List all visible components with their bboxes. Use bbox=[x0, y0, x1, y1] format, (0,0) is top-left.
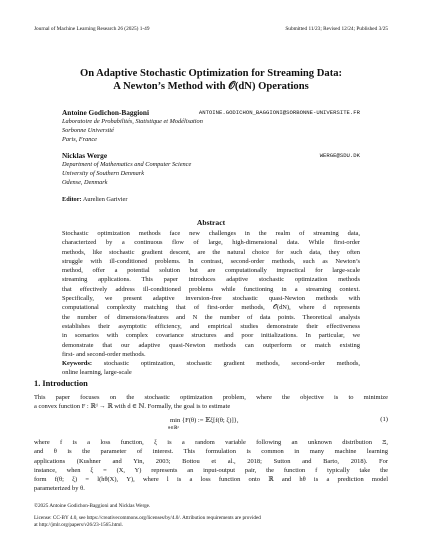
paragraph-line: form f(θ; ξ) = l(hθ(X), Y), where l is a loss function onto ℝ and hθ is a prediction model bbox=[34, 476, 388, 484]
abstract-line: first- and second-order methods. bbox=[62, 350, 146, 358]
author-affiliation: Department of Mathematics and Computer Science bbox=[62, 161, 192, 168]
paragraph-line: This paper focuses on the stochastic optimization problem, where the objective is to minimize bbox=[34, 394, 388, 401]
author-email: WERGE@SDU.DK bbox=[319, 152, 360, 159]
abstract-line: in scenarios with complex covariance structures and poor initializations. In particular, we bbox=[62, 332, 360, 340]
author-affiliation: Paris, France bbox=[62, 136, 97, 143]
abstract-line: the number of dimensions/features and N the number of data points. Theoretical analysis bbox=[62, 313, 360, 321]
editor-name: Aurelien Garivier bbox=[82, 196, 128, 203]
section-paragraph bbox=[34, 393, 388, 412]
abstract-line: demonstrate that our adaptive quasi-Newton methods can outperform or match existing bbox=[62, 341, 360, 349]
author-name: Nicklas Werge bbox=[62, 151, 108, 160]
abstract-line: establishes their asymptotic efficiency, and empirical studies demonstrate their effectiveness bbox=[62, 322, 360, 330]
author-affiliation: Sorbonne Université bbox=[62, 127, 114, 134]
abstract-line: method, offer a potential solution but are computationally impractical for large-scale bbox=[62, 267, 360, 275]
keywords-text: online learning, large-scale bbox=[62, 369, 132, 377]
paragraph-line: instance, when ξ = (X, Y) represents an input-output pair, the function f typically take the bbox=[34, 466, 388, 474]
abstract-heading: Abstract bbox=[196, 218, 226, 227]
editor-label: Editor: bbox=[62, 196, 82, 203]
author-affiliation: University of Southern Denmark bbox=[62, 170, 145, 177]
paper-title-line-1: On Adaptive Stochastic Optimization for Streaming Data: bbox=[79, 68, 343, 79]
paper-title-line-2: A Newton’s Method with 𝒪(dN) Operations bbox=[113, 81, 309, 92]
keywords-label: Keywords: bbox=[62, 360, 93, 368]
keywords-line bbox=[62, 359, 360, 368]
editor-line bbox=[62, 196, 127, 203]
section-heading: 1. Introduction bbox=[34, 379, 88, 388]
keywords-text: stochastic optimization, stochastic gradient methods, second-order methods, bbox=[103, 360, 360, 368]
author-affiliation: Laboratoire de Probabilités, Statistique et Modélisation bbox=[62, 118, 203, 125]
author-affiliation: Odense, Denmark bbox=[62, 179, 108, 186]
paragraph-line: parameterized by θ. bbox=[34, 485, 85, 493]
paragraph-line: where f is a loss function, ξ is a random variable following an unknown distribution Ξ, bbox=[34, 439, 388, 446]
abstract-line: streaming applications. This paper introduces adaptive stochastic optimization methods bbox=[62, 276, 360, 284]
author-name: Antoine Godichon-Baggioni bbox=[62, 108, 149, 117]
section-paragraph bbox=[34, 438, 388, 494]
abstract-line: Specifically, we present adaptive inversion-free stochastic quasi-Newton methods with bbox=[62, 295, 360, 303]
abstract-line: methods, like stochastic gradient descent, are the natural choice for such data, they often bbox=[62, 248, 360, 256]
author-email: ANTOINE.GODICHON_BAGGIONI@SORBONNE-UNIVERSITE.FR bbox=[198, 109, 360, 116]
license-line: License: CC-BY 4.0, see https://creativecommons.org/licenses/by/4.0/. Attribution requirements are provided bbox=[34, 515, 261, 521]
submission-dates: Submitted 11/23; Revised 12/24; Published 3/25 bbox=[285, 26, 388, 32]
abstract-line: that effectively address ill-conditioned problems while functioning in a streaming context. bbox=[62, 285, 360, 293]
abstract-line: Stochastic optimization methods face new challenges in the realm of streaming data, bbox=[62, 230, 360, 237]
paragraph-line: applications (Kushner and Yin, 2003; Bottou et al., 2018; Sutton and Barto, 2018). For bbox=[34, 457, 388, 465]
journal-header: Journal of Machine Learning Research 26 (2025) 1-49 bbox=[34, 26, 150, 32]
license-line: at http://jmlr.org/papers/v26/23-1565.html. bbox=[34, 522, 123, 528]
equation-subscript: θ∈ℝᵈ bbox=[168, 425, 179, 430]
equation-number: (1) bbox=[380, 416, 388, 423]
paragraph-line: and θ is the parameter of interest. This formulation is common in many machine learning bbox=[34, 448, 388, 456]
paragraph-line: a convex function F : ℝᵈ → ℝ with d ∈ ℕ. Formally, the goal is to estimate bbox=[34, 403, 231, 411]
abstract-line: computational complexity matching that of first-order methods, 𝒪(dN), where d represents bbox=[62, 304, 360, 312]
abstract-line: struggle with ill-conditioned problems. In contrast, second-order methods, such as Newton’s bbox=[62, 257, 360, 265]
abstract-body bbox=[62, 229, 360, 378]
equation: min {F(θ) := 𝔼ξ[f(θ; ξ)]}, bbox=[170, 417, 239, 424]
copyright-notice: ©2025 Antoine Godichon-Baggioni and Nicklas Werge. bbox=[34, 503, 151, 509]
abstract-line: characterized by a continuous flow of large, high-dimensional data. While first-order bbox=[62, 239, 360, 247]
